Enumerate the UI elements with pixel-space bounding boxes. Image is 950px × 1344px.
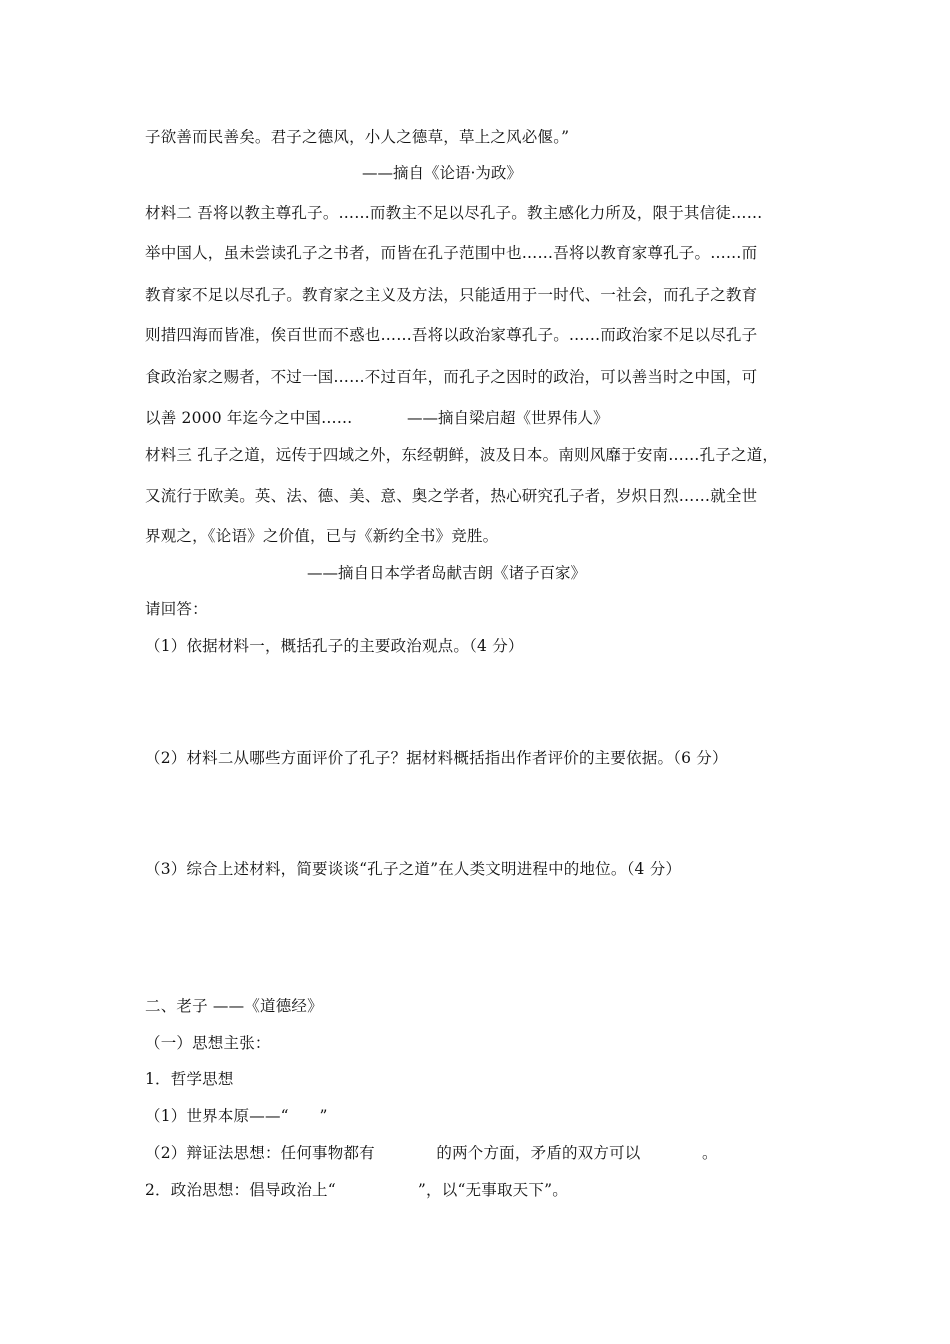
- question-1: （1）依据材料一，概括孔子的主要政治观点。（4 分）: [145, 637, 524, 655]
- fill-blank-line: 2．政治思想：倡导政治上“ ”，以“无事取天下”。: [145, 1181, 568, 1199]
- item-heading: 1．哲学思想: [145, 1070, 234, 1088]
- text-line: 界观之，《论语》之价值，已与《新约全书》竞胜。: [145, 527, 499, 545]
- question-2: （2）材料二从哪些方面评价了孔子？据材料概括指出作者评价的主要依据。（6 分）: [145, 749, 728, 767]
- text-line: 举中国人，虽未尝读孔子之书者，而皆在孔子范围中也……吾将以教育家尊孔子。……而: [145, 244, 758, 262]
- source-citation: ——摘自日本学者岛献吉朗《诸子百家》: [307, 564, 587, 582]
- question-3: （3）综合上述材料，简要谈谈“孔子之道”在人类文明进程中的地位。（4 分）: [145, 860, 682, 878]
- text-line: 材料三 孔子之道，远传于四域之外，东经朝鲜，波及日本。南则风靡于安南……孔子之道，: [145, 446, 779, 464]
- question-prompt: 请回答：: [145, 600, 208, 618]
- text-line: 材料二 吾将以教主尊孔子。……而教主不足以尽孔子。教主感化力所及，限于其信徒……: [145, 204, 763, 222]
- text-line: 教育家不足以尽孔子。教育家之主义及方法，只能适用于一时代、一社会，而孔子之教育: [145, 286, 758, 304]
- section-heading: 二、老子 ——《道德经》: [145, 997, 323, 1015]
- text-line: 又流行于欧美。英、法、德、美、意、奥之学者，热心研究孔子者，岁炽日烈……就全世: [145, 487, 758, 505]
- text-line: 食政治家之赐者，不过一国……不过百年，而孔子之因时的政治，可以善当时之中国，可: [145, 368, 758, 386]
- source-citation: ——摘自《论语·为政》: [362, 164, 522, 182]
- text-line: 以善 2000 年迄今之中国……: [145, 409, 353, 427]
- source-citation: ——摘自梁启超《世界伟人》: [407, 409, 609, 427]
- text-line: 则措四海而皆准，俟百世而不惑也……吾将以政治家尊孔子。……而政治家不足以尽孔子: [145, 326, 758, 344]
- fill-blank-line: （2）辩证法思想：任何事物都有 的两个方面，矛盾的双方可以 。: [145, 1144, 718, 1162]
- subsection-heading: （一）思想主张：: [145, 1034, 271, 1052]
- fill-blank-line: （1）世界本原——“ ”: [145, 1107, 328, 1125]
- text-line: 子欲善而民善矣。君子之德风，小人之德草，草上之风必偃。”: [145, 128, 570, 146]
